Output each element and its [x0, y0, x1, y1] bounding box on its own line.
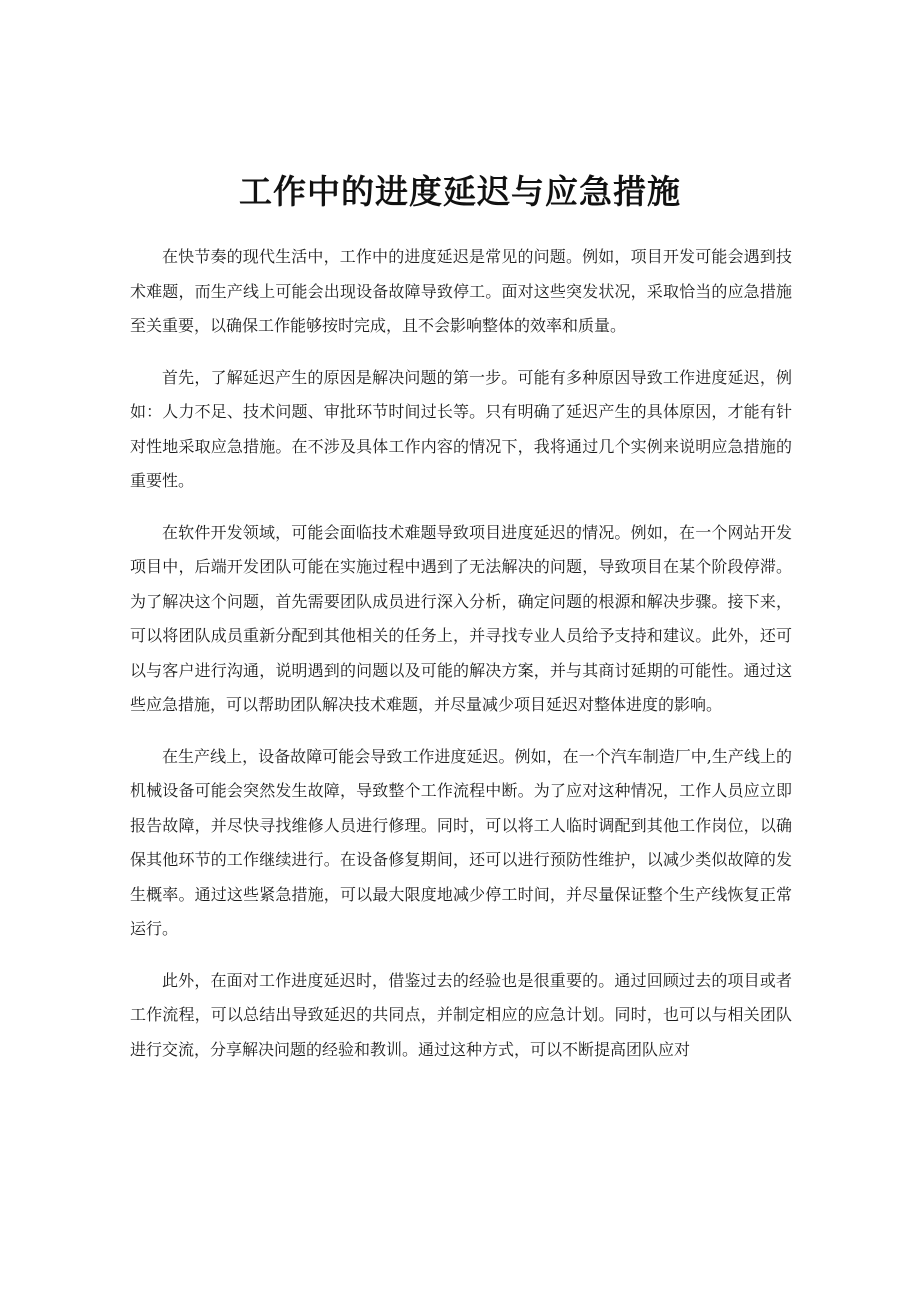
paragraph-2: 首先，了解延迟产生的原因是解决问题的第一步。可能有多种原因导致工作进度延迟，例如：人力不足、技术问题、审批环节时间过长等。只有明确了延迟产生的具体原因，才能有针对性地采取应急措施。在不涉及具体工作内容的情况下，我将通过几个实例来说明应急措施的重要性。 [130, 367, 792, 490]
document-body [130, 240, 792, 1084]
paragraph-4: 在生产线上，设备故障可能会导致工作进度延迟。例如，在一个汽车制造厂中,生产线上的机械设备可能会突然发生故障，导致整个工作流程中断。为了应对这种情况，工作人员应立即报告故障，并尽快寻找维修人员进行修理。同时，可以将工人临时调配到其他工作岗位，以确保其他环节的工作继续进行。在设备修复期间，还可以进行预防性维护，以减少类似故障的发生概率。通过这些紧急措施，可以最大限度地减少停工时间，并尽量保证整个生产线恢复正常运行。 [130, 746, 792, 938]
paragraph-1: 在快节奏的现代生活中，工作中的进度延迟是常见的问题。例如，项目开发可能会遇到技术难题，而生产线上可能会出现设备故障导致停工。面对这些突发状况，采取恰当的应急措施至关重要，以确保工作能够按时完成，且不会影响整体的效率和质量。 [130, 247, 792, 335]
paragraph-5: 此外，在面对工作进度延迟时，借鉴过去的经验也是很重要的。通过回顾过去的项目或者工作流程，可以总结出导致延迟的共同点，并制定相应的应急计划。同时，也可以与相关团队进行交流，分享解决问题的经验和教训。通过这种方式，可以不断提高团队应对 [130, 970, 792, 1059]
document-title: 工作中的进度延迟与应急措施 [239, 172, 681, 211]
paragraph-3: 在软件开发领域，可能会面临技术难题导致项目进度延迟的情况。例如，在一个网站开发项目中，后端开发团队可能在实施过程中遇到了无法解决的问题，导致项目在某个阶段停滞。为了解决这个问题，首先需要团队成员进行深入分析，确定问题的根源和解决步骤。接下来，可以将团队成员重新分配到其他相关的任务上，并寻找专业人员给予支持和建议。此外，还可以与客户进行沟通，说明遇到的问题以及可能的解决方案，并与其商讨延期的可能性。通过这些应急措施，可以帮助团队解决技术难题，并尽量减少项目延迟对整体进度的影响。 [130, 522, 792, 714]
